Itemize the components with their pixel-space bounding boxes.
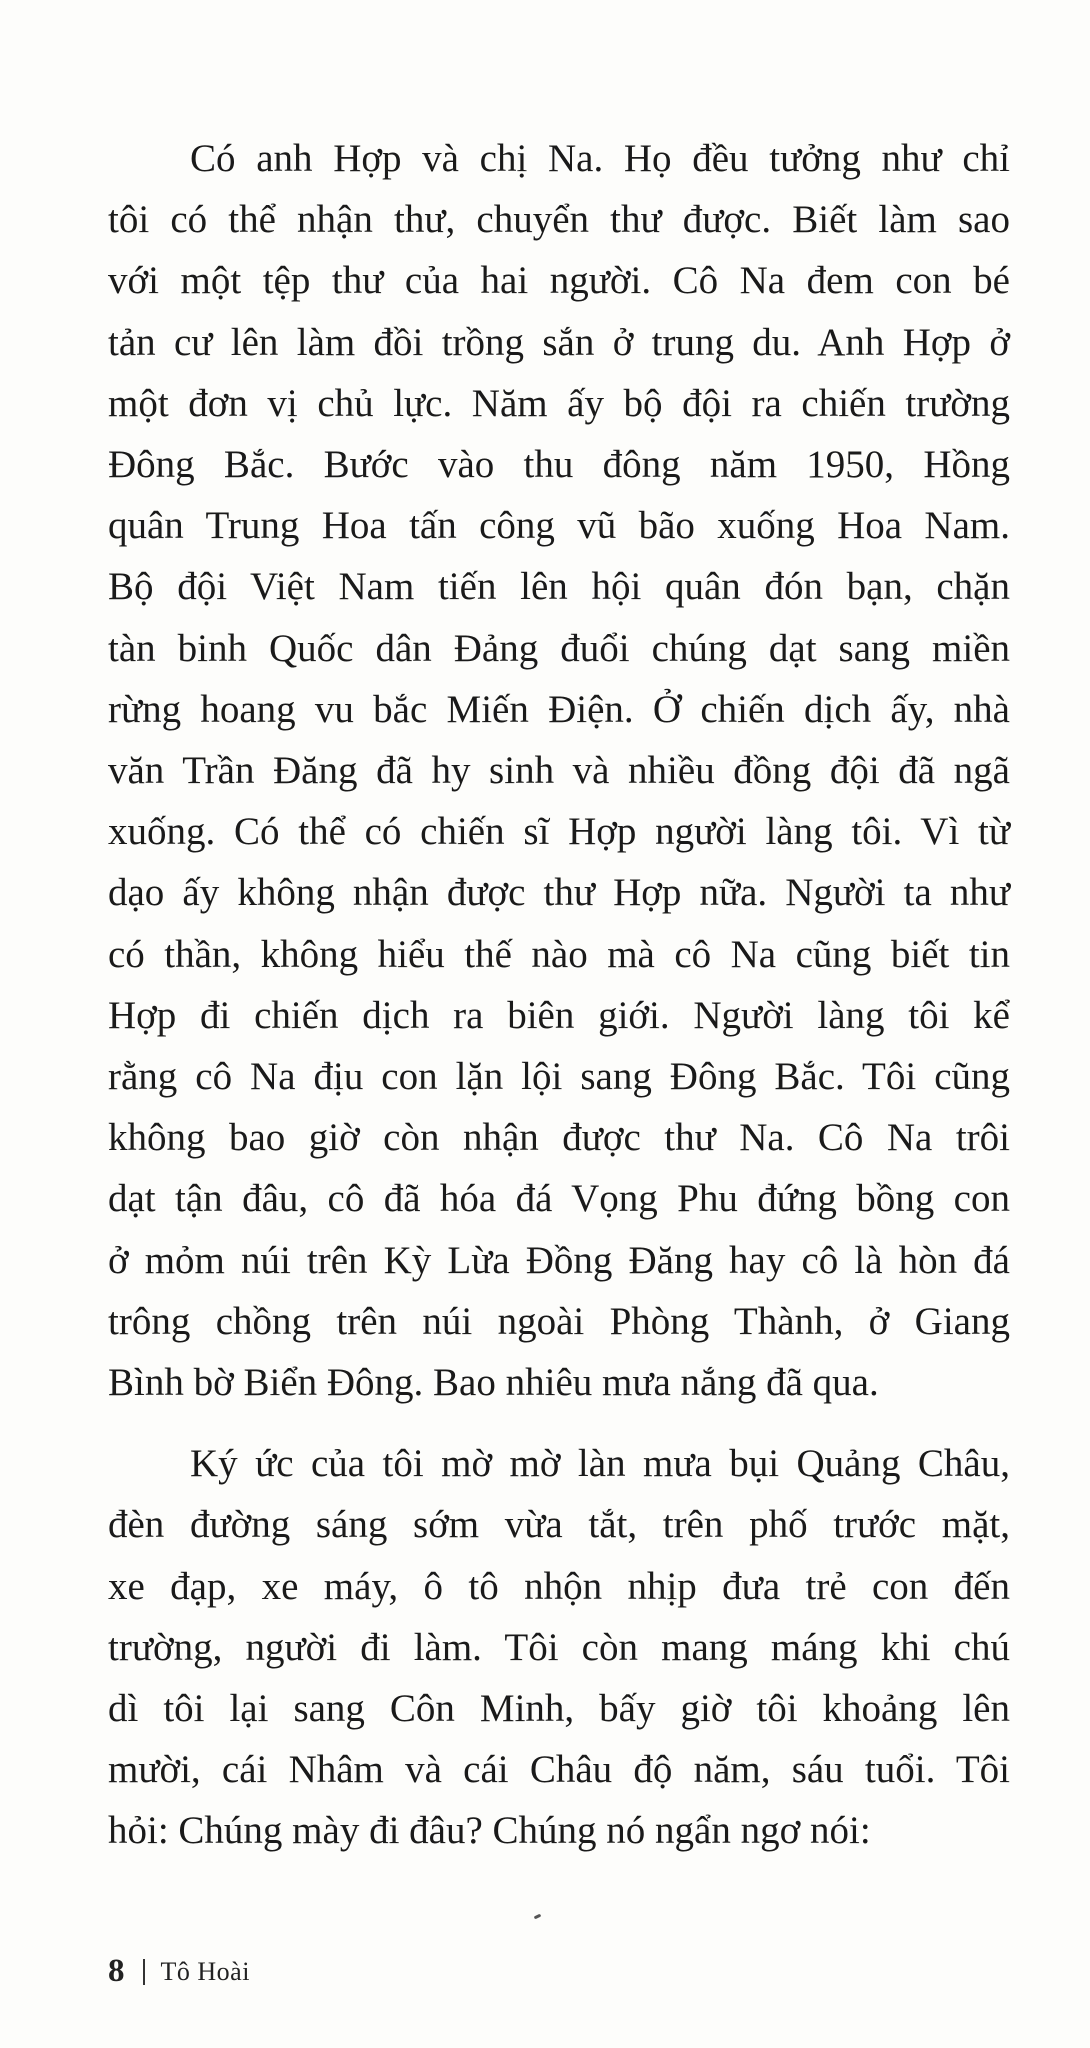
text-line: Ký ức của tôi mờ mờ làn mưa bụi Quảng Châu,	[190, 1442, 1010, 1486]
text-line: tàn binh Quốc dân Đảng đuổi chúng dạt sang miền	[108, 626, 1010, 670]
text-line: ở mỏm núi trên Kỳ Lừa Đồng Đăng hay cô là hòn đá	[108, 1238, 1010, 1282]
paragraph-1	[108, 128, 1010, 1413]
text-line: hỏi: Chúng mày đi đâu? Chúng nó ngẩn ngơ nói:	[108, 1809, 871, 1853]
text-line: xe đạp, xe máy, ô tô nhộn nhịp đưa trẻ con đến	[108, 1564, 1010, 1608]
text-line: Hợp đi chiến dịch ra biên giới. Người làng tôi kể	[108, 993, 1010, 1037]
paragraph-2	[108, 1433, 1010, 1861]
text-line: quân Trung Hoa tấn công vũ bão xuống Hoa Nam.	[108, 504, 1010, 548]
text-line: xuống. Có thể có chiến sĩ Hợp người làng tôi. Vì từ	[108, 810, 1010, 854]
text-line: có thần, không hiểu thế nào mà cô Na cũng biết tin	[108, 932, 1010, 976]
text-line: tôi có thể nhận thư, chuyển thư được. Biết làm sao	[108, 198, 1010, 242]
body-text	[108, 128, 1010, 1862]
text-line: trông chồng trên núi ngoài Phòng Thành, ở Giang	[108, 1299, 1010, 1343]
text-line: dạo ấy không nhận được thư Hợp nữa. Người ta như	[108, 871, 1010, 915]
text-line: dạt tận đâu, cô đã hóa đá Vọng Phu đứng bồng con	[108, 1177, 1010, 1221]
text-line: Bộ đội Việt Nam tiến lên hội quân đón bạn, chặn	[108, 565, 1010, 609]
text-line: rằng cô Na địu con lặn lội sang Đông Bắc. Tôi cũng	[108, 1055, 1010, 1099]
text-line: văn Trần Đăng đã hy sinh và nhiều đồng đội đã ngã	[108, 749, 1010, 793]
author-name: Tô Hoài	[160, 1956, 250, 1986]
text-line: một đơn vị chủ lực. Năm ấy bộ đội ra chiến trường	[108, 381, 1010, 425]
text-line: dì tôi lại sang Côn Minh, bấy giờ tôi khoảng lên	[108, 1687, 1010, 1731]
text-line: Có anh Hợp và chị Na. Họ đều tưởng như chỉ	[190, 137, 1010, 180]
text-line: Đông Bắc. Bước vào thu đông năm 1950, Hồng	[108, 443, 1010, 487]
page-number: 8	[108, 1953, 125, 1989]
text-line: trường, người đi làm. Tôi còn mang máng khi chú	[108, 1625, 1010, 1669]
page-footer	[108, 1953, 250, 1990]
text-line: mười, cái Nhâm và cái Châu độ năm, sáu tuổi. Tôi	[108, 1748, 1010, 1792]
ink-mark	[534, 1914, 542, 1920]
text-line: rừng hoang vu bắc Miến Điện. Ở chiến dịch ấy, nhà	[108, 687, 1010, 731]
text-line: không bao giờ còn nhận được thư Na. Cô Na trôi	[108, 1116, 1010, 1160]
text-line: tản cư lên làm đồi trồng sắn ở trung du. Anh Hợp ở	[108, 320, 1010, 364]
text-line: với một tệp thư của hai người. Cô Na đem con bé	[108, 259, 1010, 303]
footer-separator	[143, 1959, 145, 1985]
text-line: đèn đường sáng sớm vừa tắt, trên phố trước mặt,	[108, 1503, 1010, 1547]
text-line: Bình bờ Biển Đông. Bao nhiêu mưa nắng đã qua.	[108, 1361, 879, 1405]
